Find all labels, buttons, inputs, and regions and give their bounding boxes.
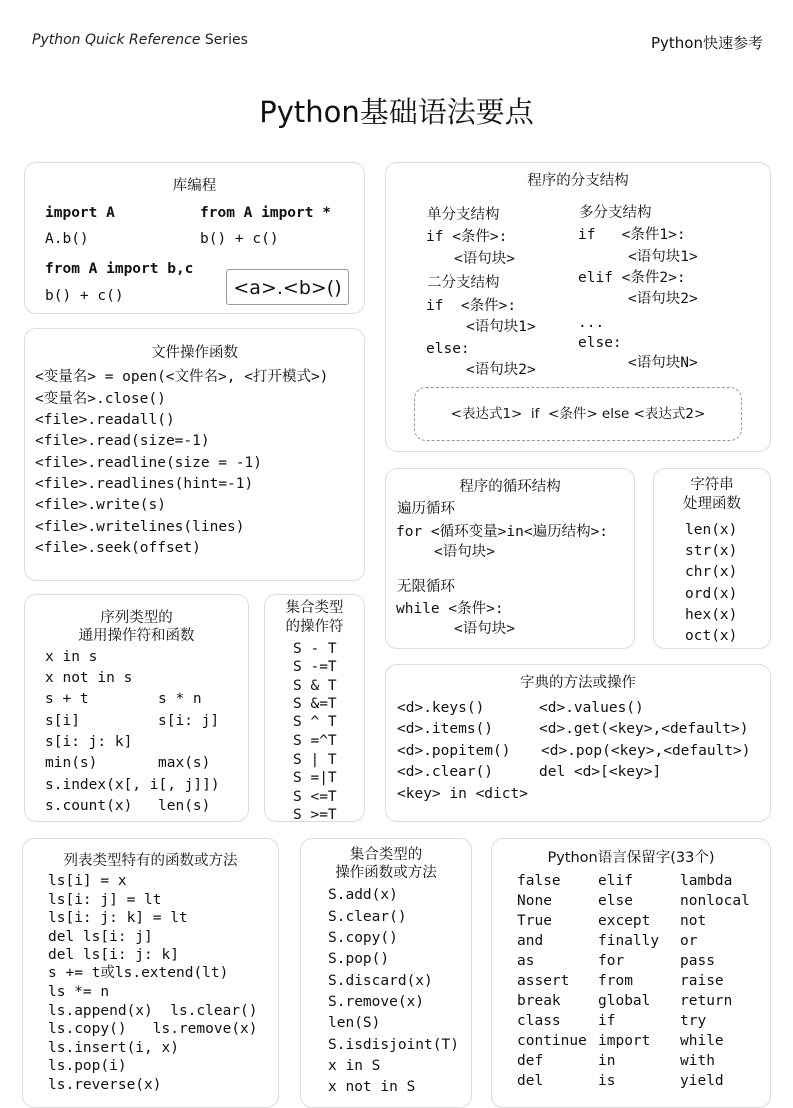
list-op: ls[i: j] = lt xyxy=(48,892,162,908)
sequence-title: 序列类型的 xyxy=(100,610,173,626)
dict-title: 字典的方法或操作 xyxy=(520,675,636,691)
dict-op: <d>.popitem() xyxy=(397,743,511,759)
file-op-line: <变量名>.close() xyxy=(35,391,166,407)
keyword: assert xyxy=(517,973,570,989)
set-method: S.pop() xyxy=(328,951,390,967)
keyword: else xyxy=(598,893,633,909)
library-box xyxy=(24,162,365,314)
sequence-op: s[i] xyxy=(45,713,80,729)
branch-line: <语句块2> xyxy=(466,362,536,378)
dict-op: <d>.keys() xyxy=(397,700,485,716)
sequence-op: max(s) xyxy=(158,755,211,771)
keyword: True xyxy=(517,913,552,929)
set-op: S >=T xyxy=(293,807,337,823)
set-op: S -=T xyxy=(293,659,337,675)
file-op-line: <file>.writelines(lines) xyxy=(35,519,245,535)
sequence-op: s.count(x) xyxy=(45,798,133,814)
sequence-op: x in s xyxy=(45,649,98,665)
set-method: x in S xyxy=(328,1058,381,1074)
sequence-op: s[i: j: k] xyxy=(45,734,133,750)
branch-line: elif <条件2>: xyxy=(578,270,686,286)
string-funcs-box xyxy=(653,468,771,649)
keyword: except xyxy=(598,913,651,929)
set-op: S - T xyxy=(293,641,337,657)
set-op: S =|T xyxy=(293,770,337,786)
list-op: del ls[i: j] xyxy=(48,929,153,945)
set-method: x not in S xyxy=(328,1079,416,1095)
keyword: yield xyxy=(680,1073,724,1089)
set-ops-title: 集合类型 xyxy=(285,600,344,616)
dict-op: del <d>[<key>] xyxy=(539,764,662,780)
keywords-box xyxy=(491,838,771,1108)
dict-op: <d>.get(<key>,<default>) xyxy=(539,721,749,737)
multi-branch-title: 多分支结构 xyxy=(579,205,652,221)
string-funcs-title: 处理函数 xyxy=(683,496,741,512)
while-loop-title: 无限循环 xyxy=(397,579,455,595)
branch-line: <语句块2> xyxy=(628,291,698,307)
keyword: import xyxy=(598,1033,651,1049)
keyword: as xyxy=(517,953,535,969)
set-method: len(S) xyxy=(328,1015,381,1031)
sequence-op: len(s) xyxy=(158,798,211,814)
set-method: S.copy() xyxy=(328,930,398,946)
set-method: S.isdisjoint(T) xyxy=(328,1037,459,1053)
library-line: b() + c() xyxy=(200,231,279,247)
sequence-op: s * n xyxy=(158,691,202,707)
keyword: while xyxy=(680,1033,724,1049)
keyword: false xyxy=(517,873,561,889)
branch-line: <语句块N> xyxy=(628,355,698,371)
file-op-line: <file>.write(s) xyxy=(35,497,166,513)
set-op: S ^ T xyxy=(293,714,337,730)
keyword: try xyxy=(680,1013,707,1029)
list-op: ls.append(x) ls.clear() xyxy=(48,1003,258,1019)
set-methods-box xyxy=(300,838,472,1108)
set-ops-box xyxy=(264,594,365,822)
branch-line: if <条件>: xyxy=(426,229,508,245)
dict-op: <key> in <dict> xyxy=(397,786,528,802)
keyword: with xyxy=(680,1053,715,1069)
sequence-op: s.index(x[, i[, j]]) xyxy=(45,777,220,793)
set-op: S | T xyxy=(293,752,337,768)
loop-box xyxy=(385,468,635,649)
sequence-title: 通用操作符和函数 xyxy=(78,628,195,644)
header-right-title: Python快速参考 xyxy=(651,34,763,52)
keyword: nonlocal xyxy=(680,893,750,909)
series-italic: Python Quick Reference xyxy=(32,32,201,48)
keyword: finally xyxy=(598,933,660,949)
string-funcs-title: 字符串 xyxy=(690,477,734,493)
list-box xyxy=(22,838,279,1108)
dict-op: <d>.items() xyxy=(397,721,494,737)
set-op: S &=T xyxy=(293,696,337,712)
list-op: ls[i: j: k] = lt xyxy=(48,910,188,926)
keyword: not xyxy=(680,913,707,929)
library-line: from A import * xyxy=(200,205,331,221)
keyword: for xyxy=(598,953,625,969)
sequence-op: s[i: j] xyxy=(158,713,220,729)
list-op: ls.insert(i, x) xyxy=(48,1040,179,1056)
library-line: A.b() xyxy=(45,231,89,247)
branch-box xyxy=(385,162,771,452)
keyword: in xyxy=(598,1053,616,1069)
string-func: len(x) xyxy=(685,522,738,538)
set-methods-title: 集合类型的 xyxy=(349,847,423,863)
keywords-title: Python语言保留字(33个) xyxy=(547,850,715,866)
string-func: ord(x) xyxy=(685,586,738,602)
library-line: b() + c() xyxy=(45,288,124,304)
page-title: Python基础语法要点 xyxy=(259,95,534,129)
loop-line: for <循环变量>in<遍历结构>: xyxy=(396,524,609,540)
branch-line: if <条件>: xyxy=(426,298,517,314)
set-method: S.discard(x) xyxy=(328,973,433,989)
dict-op: <d>.values() xyxy=(539,700,644,716)
attribute-call-hint: <a>.<b>() xyxy=(226,269,349,305)
keyword: and xyxy=(517,933,544,949)
dict-op: <d>.pop(<key>,<default>) xyxy=(541,743,751,759)
keyword: pass xyxy=(680,953,715,969)
string-func: str(x) xyxy=(685,543,738,559)
keyword: del xyxy=(517,1073,544,1089)
double-branch-title: 二分支结构 xyxy=(427,275,500,291)
list-op: ls[i] = x xyxy=(48,873,127,889)
string-func: oct(x) xyxy=(685,628,738,644)
file-ops-title: 文件操作函数 xyxy=(151,345,238,361)
branch-line: else: xyxy=(426,341,470,357)
keyword: is xyxy=(598,1073,616,1089)
series-label xyxy=(32,32,248,48)
keyword: class xyxy=(517,1013,561,1029)
set-method: S.clear() xyxy=(328,909,407,925)
keyword: or xyxy=(680,933,698,949)
sequence-box xyxy=(24,594,249,822)
list-op: ls.pop(i) xyxy=(48,1058,127,1074)
list-op: s += t或ls.extend(lt) xyxy=(48,965,229,981)
list-op: ls.copy() ls.remove(x) xyxy=(48,1021,258,1037)
branch-line: <语句块1> xyxy=(466,319,536,335)
list-op: del ls[i: j: k] xyxy=(48,947,179,963)
loop-line: <语句块> xyxy=(434,544,495,560)
for-loop-title: 遍历循环 xyxy=(397,501,455,517)
series-tail: Series xyxy=(200,32,248,48)
keyword: lambda xyxy=(680,873,733,889)
keyword: break xyxy=(517,993,561,1009)
loop-line: <语句块> xyxy=(454,621,515,637)
sequence-op: s + t xyxy=(45,691,89,707)
file-op-line: <变量名> = open(<文件名>, <打开模式>) xyxy=(35,369,329,385)
sequence-op: min(s) xyxy=(45,755,98,771)
branch-line: if <条件1>: xyxy=(578,227,686,243)
file-op-line: <file>.read(size=-1) xyxy=(35,433,210,449)
dict-op: <d>.clear() xyxy=(397,764,494,780)
branch-line: else: xyxy=(578,335,622,351)
file-ops-box xyxy=(24,328,365,581)
branch-line: ... xyxy=(578,315,605,331)
branch-title: 程序的分支结构 xyxy=(527,173,629,189)
library-line: import A xyxy=(45,205,115,221)
set-op: S <=T xyxy=(293,789,337,805)
set-method: S.remove(x) xyxy=(328,994,425,1010)
keyword: elif xyxy=(598,873,633,889)
file-op-line: <file>.readlines(hint=-1) xyxy=(35,476,254,492)
keyword: if xyxy=(598,1013,616,1029)
list-op: ls.reverse(x) xyxy=(48,1077,162,1093)
set-methods-title: 操作函数或方法 xyxy=(335,865,437,881)
set-op: S & T xyxy=(293,678,337,694)
loop-line: while <条件>: xyxy=(396,601,504,617)
sequence-op: x not in s xyxy=(45,670,133,686)
list-op: ls *= n xyxy=(48,984,110,1000)
string-func: hex(x) xyxy=(685,607,738,623)
keyword: None xyxy=(517,893,552,909)
file-op-line: <file>.seek(offset) xyxy=(35,540,201,556)
string-func: chr(x) xyxy=(685,564,738,580)
keyword: global xyxy=(598,993,651,1009)
keyword: return xyxy=(680,993,733,1009)
set-method: S.add(x) xyxy=(328,887,398,903)
file-op-line: <file>.readline(size = -1) xyxy=(35,455,262,471)
keyword: raise xyxy=(680,973,724,989)
keyword: continue xyxy=(517,1033,587,1049)
keyword: from xyxy=(598,973,633,989)
keyword: def xyxy=(517,1053,544,1069)
set-op: S =^T xyxy=(293,733,337,749)
library-title: 库编程 xyxy=(172,178,217,194)
set-ops-title: 的操作符 xyxy=(285,619,344,635)
branch-line: <语句块1> xyxy=(628,249,698,265)
ternary-expression: <表达式1> if <条件> else <表达式2> xyxy=(414,387,742,441)
file-op-line: <file>.readall() xyxy=(35,412,175,428)
loop-title: 程序的循环结构 xyxy=(459,479,561,495)
list-title: 列表类型特有的函数或方法 xyxy=(63,853,238,869)
single-branch-title: 单分支结构 xyxy=(427,207,500,223)
dict-box xyxy=(385,664,771,822)
branch-line: <语句块> xyxy=(454,251,515,267)
library-line: from A import b,c xyxy=(45,261,194,277)
